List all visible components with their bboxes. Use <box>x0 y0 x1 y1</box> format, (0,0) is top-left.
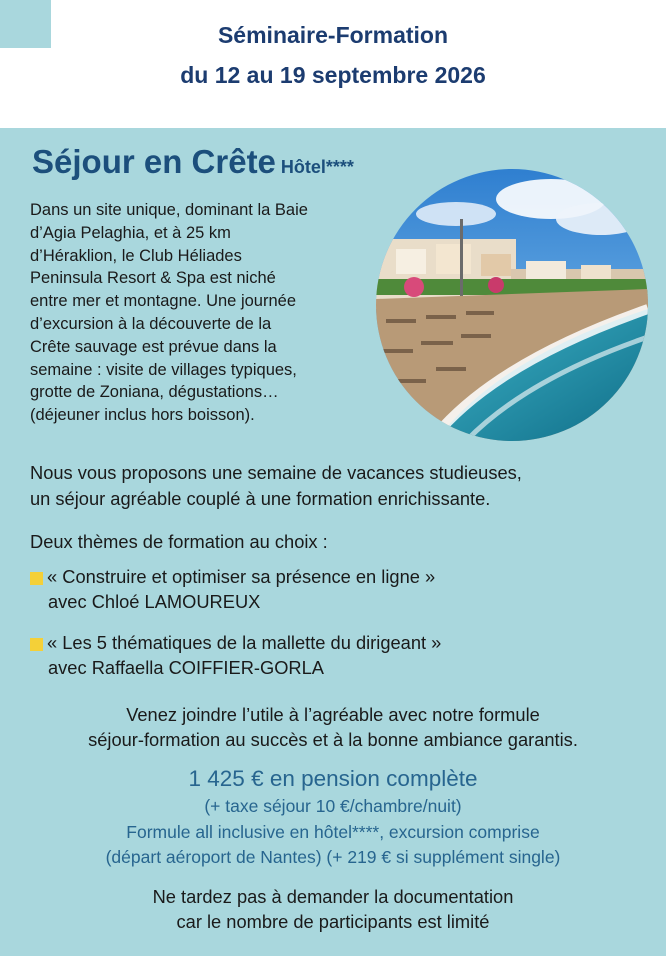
theme-trainer: avec Raffaella COIFFIER-GORLA <box>48 657 324 678</box>
price: 1 425 € en pension complète <box>188 766 478 791</box>
beach-illustration <box>376 169 648 441</box>
title-main: Séjour en Crête <box>32 143 276 180</box>
paragraph-vacation: Nous vous proposons une semaine de vacances studieuses, un séjour agréable couplé à une formation enrichissante. <box>30 462 522 509</box>
closing-text: Venez joindre l’utile à l’agréable avec notre formule séjour-formation au succès et à la bonne ambiance garantis. <box>88 704 578 750</box>
header-band <box>0 0 666 128</box>
formula-note: Formule all inclusive en hôtel****, excursion comprise <box>126 822 540 842</box>
hotel-rating: Hôtel**** <box>280 157 354 177</box>
tax-note: (+ taxe séjour 10 €/chambre/nuit) <box>204 796 462 816</box>
departure-note: (départ aéroport de Nantes) (+ 219 € si supplément single) <box>105 847 561 867</box>
themes-intro: Deux thèmes de formation au choix : <box>30 531 328 552</box>
theme-title: « Construire et optimiser sa présence en ligne » <box>47 566 436 587</box>
intro-text: Dans un site unique, dominant la Baie d’Agia Pelaghia, et à 25 km d’Héraklion, le Club Héliades Peninsula Resort & Spa est niché entre mer et montagne. Une journée d’excursion à la découverte de la Crête sauvage est prévue dans la semaine : visite de villages typiques, grotte de Zoniana, dégustations… (déjeuner inclus hors boisson). <box>30 201 308 425</box>
seminar-title: Séminaire-Formation <box>217 22 449 48</box>
theme-item <box>30 630 650 682</box>
bullet-square-icon <box>30 572 43 585</box>
call-to-action: Ne tardez pas à demander la documentation car le nombre de participants est limité <box>152 886 514 932</box>
theme-title: « Les 5 thématiques de la mallette du dirigeant » <box>47 632 442 653</box>
seminar-dates: du 12 au 19 septembre 2026 <box>180 62 486 88</box>
theme-item <box>30 564 650 616</box>
bullet-square-icon <box>30 638 43 651</box>
theme-trainer: avec Chloé LAMOUREUX <box>48 591 261 612</box>
page-title <box>32 143 354 181</box>
beach-photo <box>376 169 648 441</box>
